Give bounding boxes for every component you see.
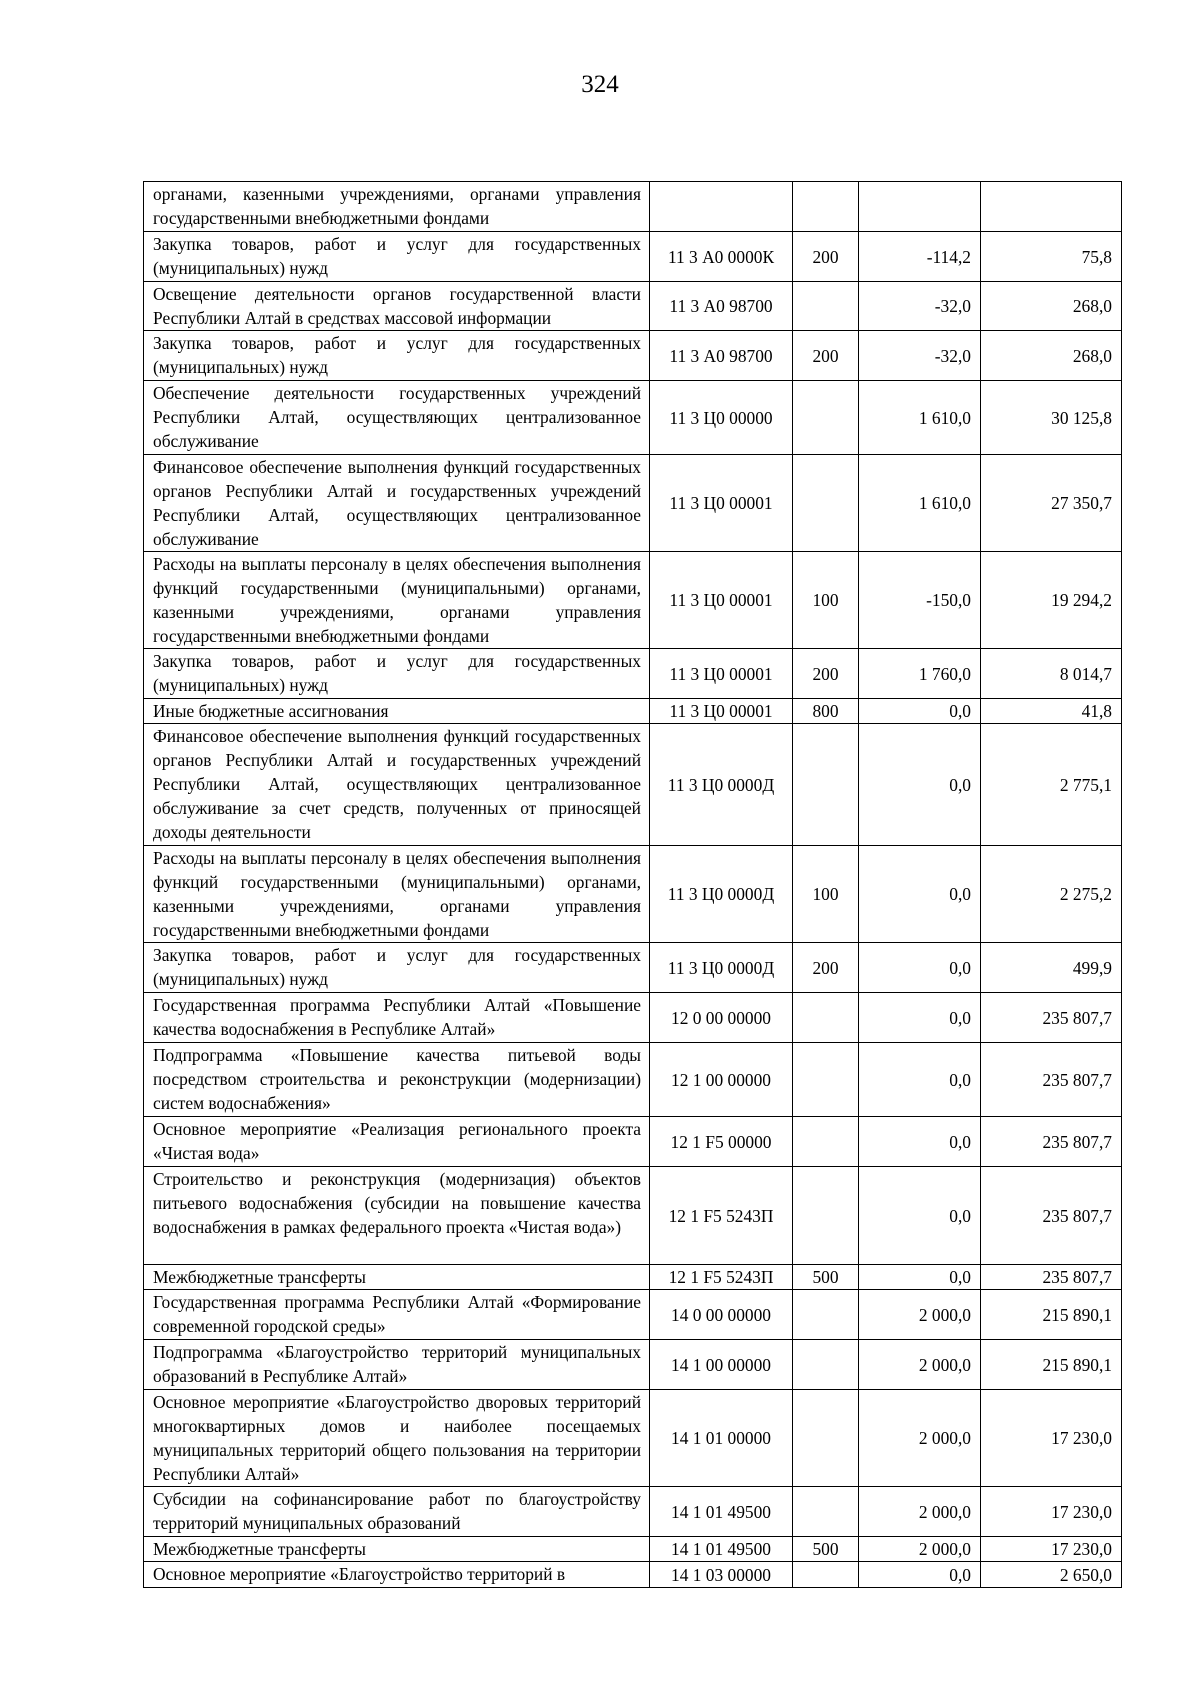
row-total-cell: 235 807,7 (981, 1043, 1122, 1117)
row-type-cell (793, 1487, 859, 1537)
row-change-cell: -32,0 (859, 331, 981, 381)
table-row (144, 1117, 1122, 1167)
row-change-cell: 0,0 (859, 1117, 981, 1167)
row-type-cell (793, 1043, 859, 1117)
table-row (144, 1340, 1122, 1390)
table-row (144, 182, 1122, 232)
row-code-cell: 12 1 F5 00000 (650, 1117, 793, 1167)
row-total-cell: 215 890,1 (981, 1340, 1122, 1390)
row-change-cell: 2 000,0 (859, 1537, 981, 1562)
table-row (144, 331, 1122, 381)
row-total-cell: 75,8 (981, 232, 1122, 282)
table-row (144, 699, 1122, 724)
row-type-cell: 200 (793, 649, 859, 699)
row-code-cell: 14 1 01 00000 (650, 1390, 793, 1487)
row-total-cell: 8 014,7 (981, 649, 1122, 699)
row-name-cell: Финансовое обеспечение выполнения функций государственных органов Республики Алтай и государственных учреждений Республики Алтай, осуществляющих централизованное обслуживание за счет средств, полученных от приносящей доходы деятельности (144, 724, 650, 846)
table-row (144, 993, 1122, 1043)
table-row (144, 455, 1122, 552)
row-total-cell: 17 230,0 (981, 1537, 1122, 1562)
row-type-cell (793, 1390, 859, 1487)
row-total-cell: 499,9 (981, 943, 1122, 993)
row-change-cell: 0,0 (859, 1043, 981, 1117)
row-change-cell: 0,0 (859, 1167, 981, 1265)
row-code-cell: 12 1 F5 5243П (650, 1265, 793, 1290)
row-type-cell: 200 (793, 331, 859, 381)
row-type-cell (793, 1167, 859, 1265)
row-code-cell: 11 3 Ц0 00001 (650, 649, 793, 699)
row-code-cell: 11 3 А0 98700 (650, 331, 793, 381)
row-total-cell: 235 807,7 (981, 993, 1122, 1043)
row-name-cell: Основное мероприятие «Благоустройство дворовых территорий многоквартирных домов и наиболее посещаемых муниципальных территорий общего пользования на территории Республики Алтай» (144, 1390, 650, 1487)
row-total-cell: 2 775,1 (981, 724, 1122, 846)
row-code-cell: 11 3 Ц0 00000 (650, 381, 793, 455)
row-change-cell: 0,0 (859, 846, 981, 943)
row-type-cell (793, 182, 859, 232)
row-type-cell (793, 1340, 859, 1390)
table-row (144, 1562, 1122, 1588)
table-row (144, 1537, 1122, 1562)
row-name-cell: Расходы на выплаты персоналу в целях обеспечения выполнения функций государственными (муниципальными) органами, казенными учреждениями, органами управления государственными внебюджетными фондами (144, 552, 650, 649)
row-type-cell (793, 1117, 859, 1167)
table-row (144, 649, 1122, 699)
row-change-cell: 0,0 (859, 1562, 981, 1588)
row-type-cell (793, 993, 859, 1043)
row-name-cell: Закупка товаров, работ и услуг для государственных (муниципальных) нужд (144, 232, 650, 282)
row-change-cell: 0,0 (859, 1265, 981, 1290)
row-total-cell: 19 294,2 (981, 552, 1122, 649)
row-code-cell: 11 3 Ц0 0000Д (650, 724, 793, 846)
table-row (144, 1290, 1122, 1340)
row-change-cell: 1 610,0 (859, 455, 981, 552)
row-total-cell: 215 890,1 (981, 1290, 1122, 1340)
row-type-cell (793, 381, 859, 455)
table-row (144, 381, 1122, 455)
row-code-cell: 11 3 А0 98700 (650, 282, 793, 331)
table-row (144, 846, 1122, 943)
row-code-cell: 14 1 01 49500 (650, 1537, 793, 1562)
row-type-cell: 200 (793, 232, 859, 282)
table-row (144, 282, 1122, 331)
row-name-cell: Подпрограмма «Благоустройство территорий муниципальных образований в Республике Алтай» (144, 1340, 650, 1390)
row-change-cell: 1 610,0 (859, 381, 981, 455)
row-type-cell (793, 455, 859, 552)
row-change-cell (859, 182, 981, 232)
row-code-cell: 11 3 А0 0000К (650, 232, 793, 282)
row-type-cell: 500 (793, 1537, 859, 1562)
row-name-cell: Строительство и реконструкция (модернизация) объектов питьевого водоснабжения (субсидии на повышение качества водоснабжения в рамках федерального проекта «Чистая вода») (144, 1167, 650, 1265)
row-code-cell: 11 3 Ц0 00001 (650, 455, 793, 552)
row-code-cell: 11 3 Ц0 00001 (650, 699, 793, 724)
row-change-cell: 2 000,0 (859, 1340, 981, 1390)
row-type-cell (793, 1562, 859, 1588)
row-total-cell: 2 650,0 (981, 1562, 1122, 1588)
row-change-cell: -32,0 (859, 282, 981, 331)
row-change-cell: 0,0 (859, 724, 981, 846)
row-type-cell: 100 (793, 846, 859, 943)
table-row (144, 1265, 1122, 1290)
row-code-cell: 11 3 Ц0 0000Д (650, 846, 793, 943)
row-name-cell: Государственная программа Республики Алтай «Формирование современной городской среды» (144, 1290, 650, 1340)
row-total-cell: 17 230,0 (981, 1487, 1122, 1537)
row-code-cell: 12 1 F5 5243П (650, 1167, 793, 1265)
row-name-cell: Основное мероприятие «Благоустройство территорий в (144, 1562, 650, 1588)
row-code-cell: 14 0 00 00000 (650, 1290, 793, 1340)
row-code-cell: 14 1 01 49500 (650, 1487, 793, 1537)
row-code-cell: 12 1 00 00000 (650, 1043, 793, 1117)
row-change-cell: 2 000,0 (859, 1390, 981, 1487)
row-change-cell: 0,0 (859, 943, 981, 993)
row-change-cell: -150,0 (859, 552, 981, 649)
row-name-cell: Закупка товаров, работ и услуг для государственных (муниципальных) нужд (144, 649, 650, 699)
row-total-cell: 235 807,7 (981, 1117, 1122, 1167)
budget-table-body (144, 182, 1122, 1588)
row-change-cell: 0,0 (859, 993, 981, 1043)
row-name-cell: Субсидии на софинансирование работ по благоустройству территорий муниципальных образований (144, 1487, 650, 1537)
row-type-cell: 500 (793, 1265, 859, 1290)
budget-table (143, 181, 1122, 1588)
row-total-cell: 30 125,8 (981, 381, 1122, 455)
row-total-cell: 235 807,7 (981, 1265, 1122, 1290)
table-row (144, 1487, 1122, 1537)
row-code-cell (650, 182, 793, 232)
row-name-cell: Подпрограмма «Повышение качества питьевой воды посредством строительства и реконструкции (модернизации) систем водоснабжения» (144, 1043, 650, 1117)
row-code-cell: 11 3 Ц0 0000Д (650, 943, 793, 993)
row-name-cell: Государственная программа Республики Алтай «Повышение качества водоснабжения в Республике Алтай» (144, 993, 650, 1043)
row-code-cell: 12 0 00 00000 (650, 993, 793, 1043)
row-name-cell: Финансовое обеспечение выполнения функций государственных органов Республики Алтай и государственных учреждений Республики Алтай, осуществляющих централизованное обслуживание (144, 455, 650, 552)
row-code-cell: 11 3 Ц0 00001 (650, 552, 793, 649)
row-name-cell: Межбюджетные трансферты (144, 1265, 650, 1290)
table-row (144, 1043, 1122, 1117)
table-row (144, 552, 1122, 649)
table-row (144, 1390, 1122, 1487)
table-row (144, 232, 1122, 282)
row-total-cell: 27 350,7 (981, 455, 1122, 552)
row-name-cell: Межбюджетные трансферты (144, 1537, 650, 1562)
row-type-cell: 100 (793, 552, 859, 649)
row-name-cell: Освещение деятельности органов государственной власти Республики Алтай в средствах массовой информации (144, 282, 650, 331)
row-type-cell: 200 (793, 943, 859, 993)
row-type-cell (793, 282, 859, 331)
row-type-cell (793, 724, 859, 846)
row-name-cell: Обеспечение деятельности государственных учреждений Республики Алтай, осуществляющих централизованное обслуживание (144, 381, 650, 455)
row-code-cell: 14 1 00 00000 (650, 1340, 793, 1390)
table-row (144, 943, 1122, 993)
table-row (144, 724, 1122, 846)
row-change-cell: 2 000,0 (859, 1290, 981, 1340)
row-change-cell: 2 000,0 (859, 1487, 981, 1537)
row-total-cell: 41,8 (981, 699, 1122, 724)
row-name-cell: Закупка товаров, работ и услуг для государственных (муниципальных) нужд (144, 331, 650, 381)
row-name-cell: органами, казенными учреждениями, органами управления государственными внебюджетными фондами (144, 182, 650, 232)
row-total-cell: 235 807,7 (981, 1167, 1122, 1265)
row-change-cell: -114,2 (859, 232, 981, 282)
row-total-cell (981, 182, 1122, 232)
row-total-cell: 2 275,2 (981, 846, 1122, 943)
row-name-cell: Расходы на выплаты персоналу в целях обеспечения выполнения функций государственными (муниципальными) органами, казенными учреждениями, органами управления государственными внебюджетными фондами (144, 846, 650, 943)
row-code-cell: 14 1 03 00000 (650, 1562, 793, 1588)
row-change-cell: 0,0 (859, 699, 981, 724)
row-name-cell: Основное мероприятие «Реализация регионального проекта «Чистая вода» (144, 1117, 650, 1167)
row-total-cell: 268,0 (981, 282, 1122, 331)
row-total-cell: 268,0 (981, 331, 1122, 381)
table-row (144, 1167, 1122, 1265)
row-total-cell: 17 230,0 (981, 1390, 1122, 1487)
row-type-cell (793, 1290, 859, 1340)
row-name-cell: Иные бюджетные ассигнования (144, 699, 650, 724)
row-name-cell: Закупка товаров, работ и услуг для государственных (муниципальных) нужд (144, 943, 650, 993)
row-change-cell: 1 760,0 (859, 649, 981, 699)
row-type-cell: 800 (793, 699, 859, 724)
budget-table-container (143, 181, 1121, 1588)
page-number: 324 (581, 71, 619, 98)
